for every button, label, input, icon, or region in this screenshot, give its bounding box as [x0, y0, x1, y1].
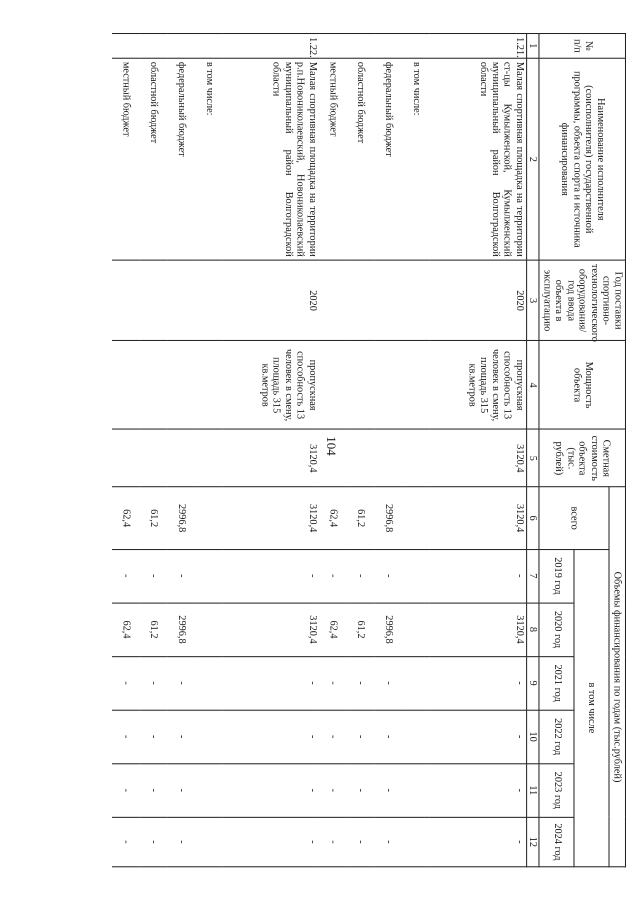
- source-value: -: [140, 817, 168, 867]
- col-number: 8: [527, 603, 540, 657]
- header-year-2024: 2024 год: [539, 817, 574, 867]
- row-year: 2020: [222, 260, 319, 340]
- source-value: -: [319, 817, 347, 867]
- source-value: -: [112, 549, 140, 603]
- empty-cell: [195, 603, 222, 657]
- empty-cell: [195, 487, 222, 549]
- col-number: 5: [527, 429, 540, 487]
- empty-cell: [168, 260, 196, 340]
- empty-cell: [195, 260, 222, 340]
- source-value: -: [168, 656, 196, 710]
- column-numbers-row: [527, 34, 540, 867]
- header-cost: Сметная стоимость объекта (тыс. рублей): [539, 429, 625, 487]
- empty-cell: [402, 817, 429, 867]
- row-value: -: [429, 763, 526, 817]
- row-value: -: [222, 817, 319, 867]
- source-value: -: [347, 817, 375, 867]
- header-financing: Объемы финансирования по годам (тыс.рублей): [609, 487, 625, 867]
- source-value: -: [347, 763, 375, 817]
- empty-cell: [195, 34, 222, 59]
- row-total: 3120,4: [429, 487, 526, 549]
- source-value: -: [140, 656, 168, 710]
- source-label: областной бюджет: [347, 58, 375, 260]
- row-value: -: [429, 710, 526, 764]
- source-value: -: [140, 710, 168, 764]
- empty-cell: [347, 260, 375, 340]
- row-value: -: [429, 817, 526, 867]
- col-number: 6: [527, 487, 540, 549]
- source-label: областной бюджет: [140, 58, 168, 260]
- empty-cell: [375, 429, 403, 487]
- source-value: -: [319, 549, 347, 603]
- source-total: 62,4: [319, 487, 347, 549]
- col-number: 12: [527, 817, 540, 867]
- col-number: 3: [527, 260, 540, 340]
- empty-cell: [402, 763, 429, 817]
- source-value: 61,2: [140, 603, 168, 657]
- row-capacity: пропускная способность 13 человек в смену, площадь 315 кв.метров: [222, 341, 319, 430]
- empty-cell: [402, 656, 429, 710]
- source-value: 62,4: [319, 603, 347, 657]
- header-year-2023: 2023 год: [539, 763, 574, 817]
- source-label: федеральный бюджет: [375, 58, 403, 260]
- empty-cell: [375, 260, 403, 340]
- empty-cell: [140, 429, 168, 487]
- header-capacity: Мощность объекта: [539, 341, 625, 430]
- source-value: -: [375, 710, 403, 764]
- source-value: -: [112, 763, 140, 817]
- row-total: 3120,4: [222, 487, 319, 549]
- source-value: -: [168, 549, 196, 603]
- source-total: 61,2: [140, 487, 168, 549]
- empty-cell: [168, 341, 196, 430]
- table-row: [402, 34, 429, 867]
- source-value: 62,4: [112, 603, 140, 657]
- row-value: 3120,4: [429, 603, 526, 657]
- empty-cell: [195, 549, 222, 603]
- empty-cell: [375, 34, 403, 59]
- row-name: Малая спортивная площадка на территории ст-цы Кумылженской, Кумылженский муниципальный район Волгоградской области: [429, 58, 526, 260]
- source-total: 2996,8: [168, 487, 196, 549]
- empty-cell: [112, 34, 140, 59]
- incl-label: в том числе:: [195, 58, 222, 260]
- col-number: 4: [527, 341, 540, 430]
- financing-table-container: [120, 33, 626, 867]
- source-total: 62,4: [112, 487, 140, 549]
- page-number: 104: [324, 436, 339, 456]
- empty-cell: [402, 487, 429, 549]
- source-value: 2996,8: [168, 603, 196, 657]
- empty-cell: [402, 34, 429, 59]
- col-number: 1: [527, 34, 540, 59]
- source-value: 2996,8: [375, 603, 403, 657]
- source-value: -: [112, 656, 140, 710]
- financing-table: [112, 33, 626, 867]
- header-incl: в том числе: [575, 549, 610, 867]
- empty-cell: [402, 549, 429, 603]
- empty-cell: [319, 260, 347, 340]
- empty-cell: [402, 710, 429, 764]
- empty-cell: [195, 341, 222, 430]
- source-value: -: [168, 763, 196, 817]
- header-total: всего: [539, 487, 609, 549]
- source-value: -: [112, 817, 140, 867]
- table-row: [319, 34, 347, 867]
- source-value: -: [112, 710, 140, 764]
- empty-cell: [140, 341, 168, 430]
- col-number: 10: [527, 710, 540, 764]
- empty-cell: [402, 341, 429, 430]
- empty-cell: [375, 341, 403, 430]
- row-value: 3120,4: [222, 603, 319, 657]
- header-name: Наименование исполнителя (соисполнителя) государственной программы, объекта спорта и источника финансирования: [539, 58, 625, 260]
- source-value: -: [319, 763, 347, 817]
- row-number: 1.21.: [429, 34, 526, 59]
- empty-cell: [140, 34, 168, 59]
- header-year-2021: 2021 год: [539, 656, 574, 710]
- empty-cell: [402, 260, 429, 340]
- empty-cell: [112, 429, 140, 487]
- source-value: -: [347, 656, 375, 710]
- source-value: -: [347, 710, 375, 764]
- table-row: [140, 34, 168, 867]
- empty-cell: [347, 341, 375, 430]
- row-value: -: [222, 710, 319, 764]
- empty-cell: [168, 34, 196, 59]
- source-value: -: [375, 763, 403, 817]
- source-label: федеральный бюджет: [168, 58, 196, 260]
- table-row: [112, 34, 140, 867]
- empty-cell: [319, 341, 347, 430]
- empty-cell: [195, 656, 222, 710]
- empty-cell: [195, 817, 222, 867]
- empty-cell: [112, 341, 140, 430]
- source-total: 61,2: [347, 487, 375, 549]
- row-value: -: [429, 656, 526, 710]
- row-cost: 3120,4: [429, 429, 526, 487]
- source-total: 2996,8: [375, 487, 403, 549]
- table-row: [347, 34, 375, 867]
- row-value: -: [222, 549, 319, 603]
- table-row: [195, 34, 222, 867]
- empty-cell: [140, 260, 168, 340]
- source-value: 61,2: [347, 603, 375, 657]
- empty-cell: [319, 34, 347, 59]
- empty-cell: [195, 763, 222, 817]
- source-value: -: [140, 549, 168, 603]
- source-value: -: [375, 817, 403, 867]
- source-value: -: [140, 763, 168, 817]
- row-cost: 3120,4: [222, 429, 319, 487]
- header-year-2020: 2020 год: [539, 603, 574, 657]
- source-value: -: [168, 710, 196, 764]
- empty-cell: [402, 603, 429, 657]
- table-row: [429, 34, 526, 867]
- empty-cell: [195, 429, 222, 487]
- row-number: 1.22.: [222, 34, 319, 59]
- source-value: -: [168, 817, 196, 867]
- source-value: -: [319, 656, 347, 710]
- empty-cell: [112, 260, 140, 340]
- table-row: [222, 34, 319, 867]
- header-no: № п/п: [539, 34, 625, 59]
- header-year-2022: 2022 год: [539, 710, 574, 764]
- header-year: Год поставки спортивно-технологического оборудования/ год ввода объекта в эксплуатацию: [539, 260, 625, 340]
- table-row: [375, 34, 403, 867]
- col-number: 9: [527, 656, 540, 710]
- incl-label: в том числе:: [402, 58, 429, 260]
- source-value: -: [319, 710, 347, 764]
- col-number: 2: [527, 58, 540, 260]
- source-value: -: [347, 549, 375, 603]
- empty-cell: [402, 429, 429, 487]
- row-value: -: [222, 656, 319, 710]
- source-label: местный бюджет: [112, 58, 140, 260]
- header-year-2019: 2019 год: [539, 549, 574, 603]
- row-capacity: пропускная способность 13 человек в смену, площадь 315 кв.метров: [429, 341, 526, 430]
- row-value: -: [429, 549, 526, 603]
- row-year: 2020: [429, 260, 526, 340]
- empty-cell: [319, 429, 347, 487]
- empty-cell: [168, 429, 196, 487]
- table-row: [168, 34, 196, 867]
- source-value: -: [375, 656, 403, 710]
- source-value: -: [375, 549, 403, 603]
- col-number: 7: [527, 549, 540, 603]
- row-value: -: [222, 763, 319, 817]
- empty-cell: [347, 429, 375, 487]
- row-name: Малая спортивная площадка на территории р.п.Новониколаевский, Новониколаевский муниципальный район Волгоградской области: [222, 58, 319, 260]
- col-number: 11: [527, 763, 540, 817]
- empty-cell: [347, 34, 375, 59]
- empty-cell: [195, 710, 222, 764]
- source-label: местный бюджет: [319, 58, 347, 260]
